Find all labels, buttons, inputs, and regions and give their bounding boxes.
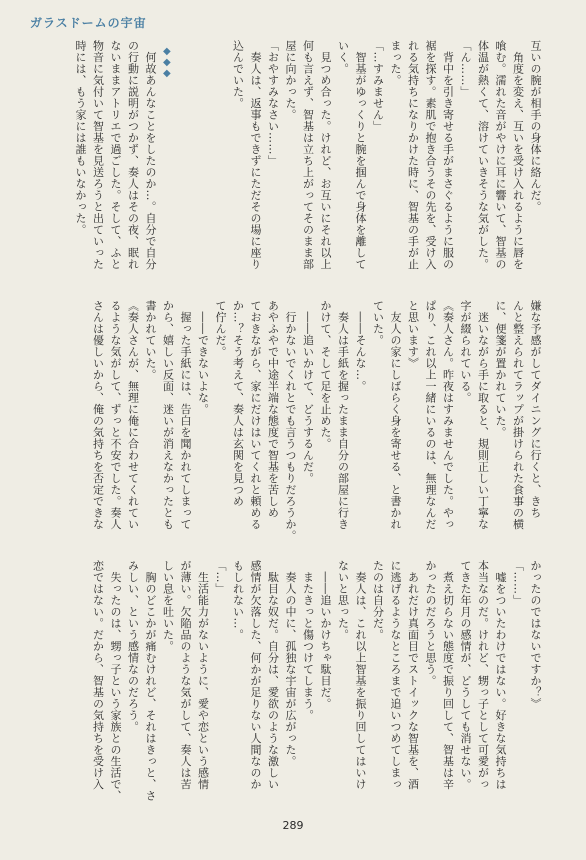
body-text-tier-2: 嫌な予感がしてダイニングに行くと、きち んと整えられてラップが掛けられた食事の横 に、便箋が置かれていた。 迷いながら手に取ると、規則正しい丁寧な 字が綴られている。 《奏人さん。昨夜はすみませんでした。やっ ぱり、これ以上一緒にいるのは、無理なんだ と思います》 友人の家にしばらく身を寄せる、と書かれ ていた。 ――そんな…。 奏人は手紙を握ったまま自分の部屋に行き かけて、そして足を止めた。 ――追いかけて、どうするんだ。 行かないでくれとでも言うつもりだろうか。 あやふやで中途半端な態度で智基を苦しめ ておきながら、家にだけはいてくれと頼める か…？そう考えて、奏人は玄関を見つめ て佇んだ。 ――できないよな。 握った手紙には、告白を聞かれてしまって から、嬉しい反面、迷いが消えなかったとも 書かれていた。 《奏人さんが、無理に俺に合わせてくれてい るような気がして、ずっと不安でした。奏人 さんは優しいから、俺の気持ちを否定できな [91, 300, 542, 542]
page-number: 289 [282, 819, 304, 832]
diamond-icon: ◆ [163, 68, 171, 79]
diamond-icon: ◆ [163, 46, 171, 57]
body-text-tier-1: 互いの腕が相手の身体に絡んだ。 角度を変え、互いを受け入れるように唇を 喰む。濡れた音がやけに耳に響いて、智基の 体温が熱くて、溶けていきそうな気がした。 「ん……」 背中を引き寄せる手がまさぐるように服の 裾を探す。素肌で抱き合うその先を、受け入 れる気持ちになりかけた時に、智基の手が止 まった。 「…すみません」 智基がゆっくりと腕を掴んで身体を離して いく。 見つめ合った。けれど、お互いにそれ以上 何も言えず、智基は立ち上がってそのまま部 屋に向かった。 「おやすみなさい……」 奏人は、返事もできずにただその場に座り 込んでいた。 何故あんなことをしたのか…。自分で自分 の行動に説明がつかず、奏人はその夜、眠れ ないままアトリエで過ごした。そして、ふと 物音に気付いて智基を見送ろうと出ていった 時には、もう家には誰もいなかった。 [74, 40, 542, 270]
running-header: ガラスドームの宇宙 [30, 16, 147, 30]
body-text-tier-3: かったのではないですか？》 「……」 嘘をついたわけではない。好きな気持ちは 本当なのだ。けれど、甥っ子として可愛がっ てきた年月の感情が、どうしても消せない。 煮え切らない態度で振り回して、智基は辛 かったのだろうと思う。 あれだけ真面目でストイックな智基を、酒 に逃げるようなところまで追いつめてしまっ たのは自分だ。 奏人は、これ以上智基を振り回してはいけ ないと思った。 ――追いかけちゃ駄目だ。 またきっと傷つけてしまう。 奏人の中に、孤独な宇宙が広がった。 駄目な奴だ。自分は、愛欲のような激しい 感情が欠落した、何かが足りない人間なのか もしれない…。 「…」 生活能力がないように、愛や恋という感情 が薄い。欠陥品のような気がして、奏人は苦 しい息を吐いた。 胸のどこかが痛むけれど、それはきっと、さ みしい、という感情なのだろう。 失ったのは、甥っ子という家族との生活で、 恋ではない。だから、智基の気持ちを受け入 [91, 560, 542, 802]
diamond-icon: ◆ [163, 57, 171, 68]
